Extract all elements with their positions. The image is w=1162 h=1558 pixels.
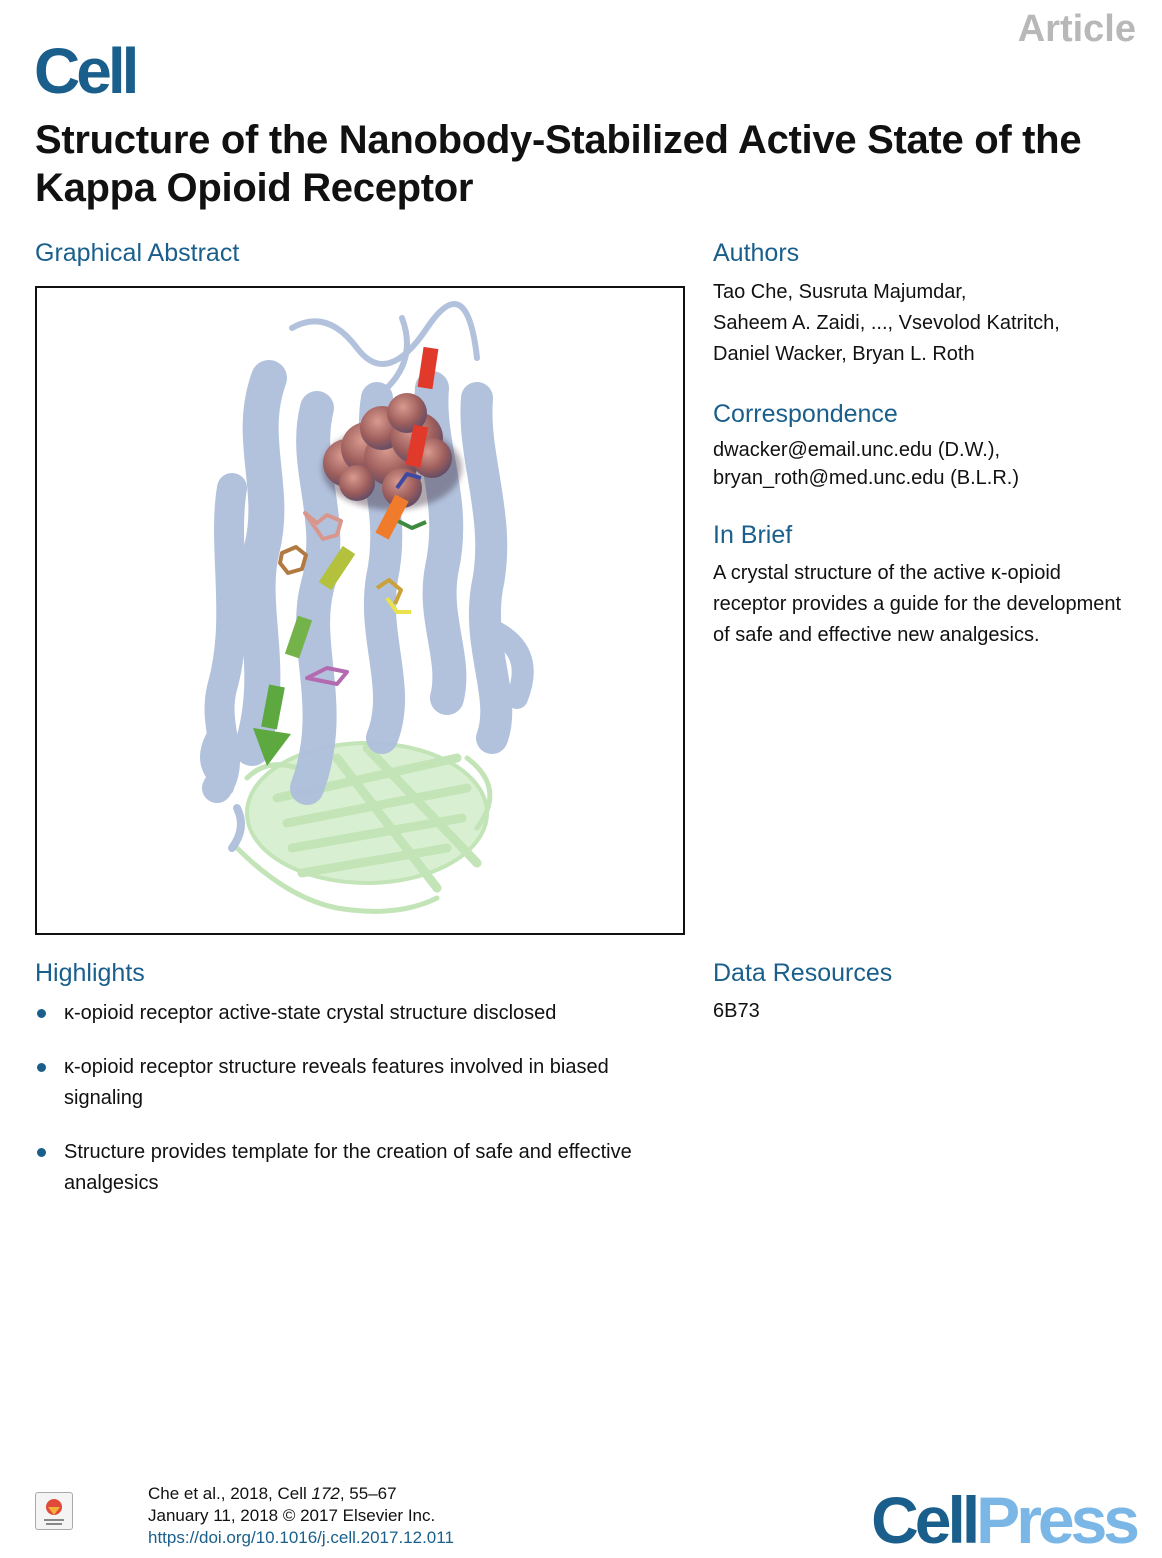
author-line: Daniel Wacker, Bryan L. Roth — [713, 343, 975, 365]
correspondence-heading: Correspondence — [713, 400, 898, 428]
citation-footer — [148, 1483, 454, 1549]
pdb-accession-link[interactable]: 6B73 — [713, 1000, 760, 1022]
author-line: Saheem A. Zaidi, ..., Vsevolod Katritch, — [713, 312, 1060, 334]
date-line: January 11, 2018 © 2017 Elsevier Inc. — [148, 1506, 436, 1525]
email-link-roth[interactable]: bryan_roth@med.unc.edu (B.L.R.) — [713, 467, 1020, 489]
highlight-item: κ-opioid receptor structure reveals features involved in biased signaling — [35, 1052, 665, 1114]
bullet-icon — [37, 1063, 46, 1072]
volume-number: 172 — [311, 1484, 340, 1503]
highlights-heading: Highlights — [35, 959, 145, 987]
author-line: Tao Che, Susruta Majumdar, — [713, 281, 967, 303]
authors-list — [713, 277, 1143, 370]
article-tag: Article — [1017, 8, 1136, 50]
authors-heading: Authors — [713, 239, 800, 267]
graphical-abstract-heading: Graphical Abstract — [35, 239, 240, 267]
data-resources-heading: Data Resources — [713, 959, 893, 987]
bullet-icon — [37, 1009, 46, 1018]
email-link-wacker[interactable]: dwacker@email.unc.edu (D.W.), — [713, 439, 1001, 461]
highlights-list — [35, 998, 665, 1222]
protein-structure-illustration — [37, 288, 683, 933]
cellpress-logo: CellPress — [871, 1483, 1136, 1557]
in-brief-text: A crystal structure of the active κ-opioid receptor provides a guide for the development of safe and effective new analgesics. — [713, 562, 1122, 646]
graphical-abstract-figure — [35, 286, 685, 935]
highlight-item: κ-opioid receptor active-state crystal structure disclosed — [35, 998, 665, 1029]
article-title: Structure of the Nanobody-Stabilized Active State of the Kappa Opioid Receptor — [35, 118, 1082, 210]
cell-journal-logo: Cell — [34, 35, 136, 107]
doi-link[interactable]: https://doi.org/10.1016/j.cell.2017.12.011 — [148, 1528, 454, 1547]
citation-line: Che et al., 2018, Cell 172, 55–67 — [148, 1484, 397, 1503]
bullet-icon — [37, 1148, 46, 1157]
correspondence-emails — [713, 436, 1143, 492]
highlight-item: Structure provides template for the creation of safe and effective analgesics — [35, 1137, 665, 1199]
in-brief-heading: In Brief — [713, 521, 793, 549]
check-for-updates-icon[interactable] — [35, 1492, 73, 1530]
nanobody-structure — [237, 743, 490, 911]
